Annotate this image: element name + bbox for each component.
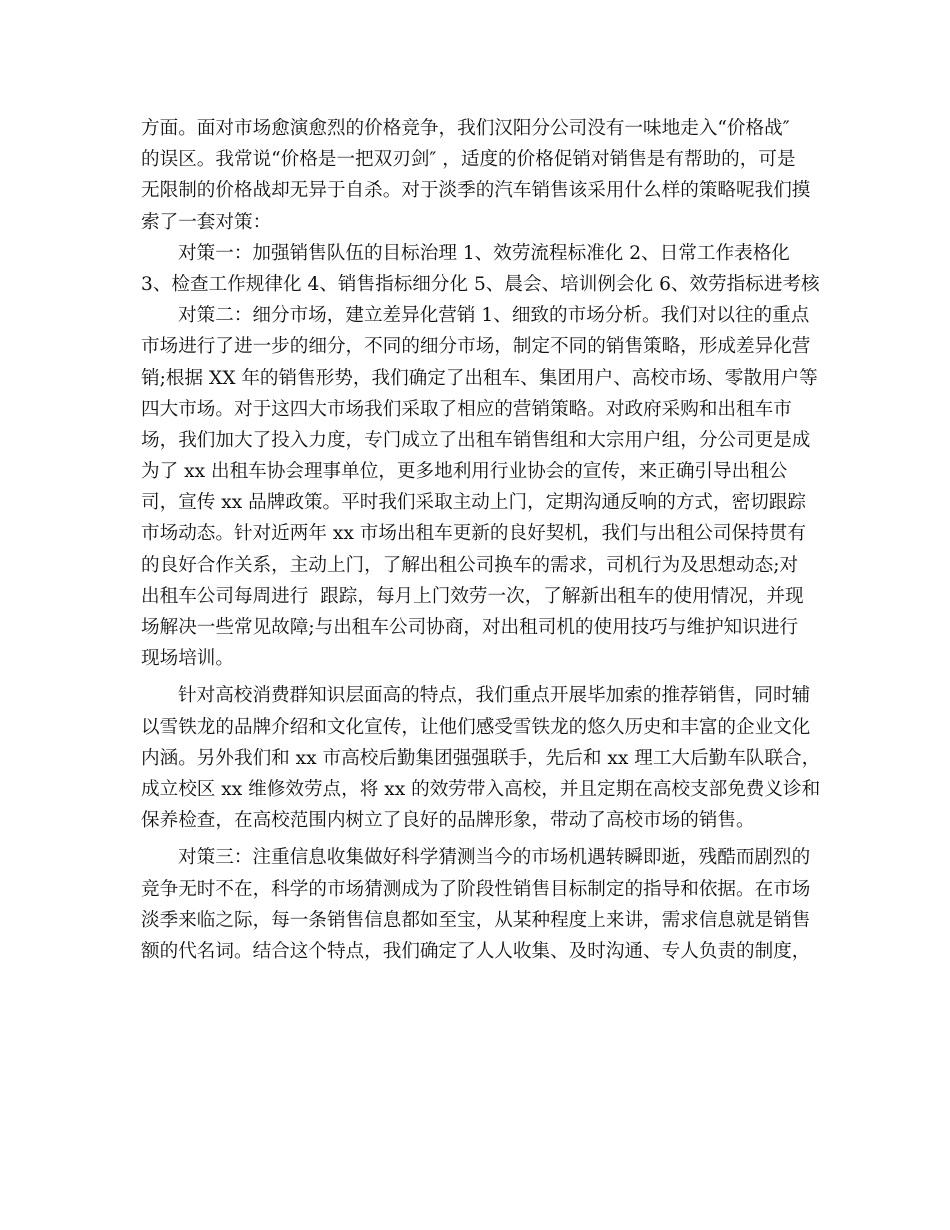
text-line: 内涵。另外我们和 xx 市高校后勤集团强强联手，先后和 xx 理工大后勤车队联合， [141, 747, 821, 769]
text-line: 场解决一些常见故障;与出租车公司协商，对出租司机的使用技巧与维护知识进行 [141, 617, 799, 638]
text-line: 淡季来临之际，每一条销售信息都如至宝，从某种程度上来讲，需求信息就是销售 [141, 909, 811, 931]
body-text [141, 113, 821, 967]
text-line: 销;根据 XX 年的销售形势，我们确定了出租车、集团用户、高校市场、零散用户等 [141, 367, 818, 389]
text-line: 市场动态。针对近两年 xx 市场出租车更新的良好契机，我们与出租公司保持贯有 [141, 523, 806, 545]
text-line: 3、检查工作规律化 4、销售指标细分化 5、晨会、培训例会化 6、效劳指标进考核 [141, 273, 820, 295]
text-line: 司，宣传 xx 品牌政策。平时我们采取主动上门，定期沟通反响的方式，密切跟踪 [141, 492, 806, 514]
text-line: 成立校区 xx 维修效劳点，将 xx 的效劳带入高校，并且定期在高校支部免费义诊和 [141, 778, 821, 800]
text-line: 市场进行了进一步的细分，不同的细分市场，制定不同的销售策略，形成差异化营 [141, 336, 811, 358]
text-line: 四大市场。对于这四大市场我们采取了相应的营销策略。对政府采购和出租车市 [141, 398, 792, 420]
text-line: 为了 xx 出租车协会理事单位，更多地利用行业协会的宣传，来正确引导出租公 [141, 461, 788, 483]
text-line: 保养检查，在高校范围内树立了良好的品牌形象，带动了高校市场的销售。 [141, 810, 755, 832]
text-line: 对策一：加强销售队伍的目标治理 1、效劳流程标准化 2、日常工作表格化 [178, 242, 790, 264]
text-line: 竞争无时不在，科学的市场猜测成为了阶段性销售目标制定的指导和依据。在市场 [141, 878, 811, 900]
text-line: 现场培训。 [141, 648, 234, 670]
text-line: 以雪铁龙的品牌介绍和文化宣传，让他们感受雪铁龙的悠久历史和丰富的企业文化 [141, 716, 811, 738]
text-line: 对策三：注重信息收集做好科学猜测当今的市场机遇转瞬即逝，残酷而剧烈的 [178, 847, 811, 869]
text-line: 场，我们加大了投入力度，专门成立了出租车销售组和大宗用户组，分公司更是成 [141, 429, 811, 451]
text-line: 针对高校消费群知识层面高的特点，我们重点开展毕加索的推荐销售，同时辅 [178, 685, 811, 707]
text-line: 额的代名词。结合这个特点，我们确定了人人收集、及时沟通、专人负责的制度， [141, 940, 811, 962]
text-line: 出租车公司每周进行 跟踪，每月上门效劳一次，了解新出租车的使用情况，并现 [141, 585, 804, 607]
text-line: 对策二：细分市场，建立差异化营销 1、细致的市场分析。我们对以往的重点 [178, 305, 810, 327]
text-line: 的良好合作关系，主动上门，了解出租公司换车的需求，司机行为及思想动态;对 [141, 554, 799, 576]
text-line: 的误区。我常说“价格是一把双刃剑″ ，适度的价格促销对销售是有帮助的，可是 [141, 149, 796, 171]
text-line: 方面。面对市场愈演愈烈的价格竞争，我们汉阳分公司没有一味地走入“价格战″ [141, 118, 790, 139]
text-line: 索了一套对策： [141, 211, 272, 233]
text-line: 无限制的价格战却无异于自杀。对于淡季的汽车销售该采用什么样的策略呢我们摸 [141, 180, 811, 202]
